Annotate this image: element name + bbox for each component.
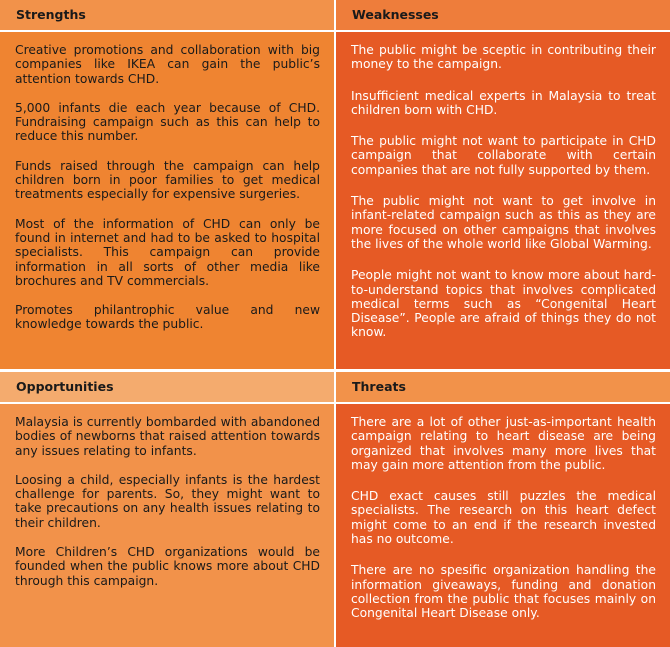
strength-item: 5,000 infants die each year because of CHD. Fundraising campaign such as this can help to reduce this number. bbox=[15, 100, 320, 144]
weaknesses-header: Weaknesses bbox=[336, 0, 670, 30]
threats-cell bbox=[336, 404, 670, 647]
weakness-item: The public might not want to participate in CHD campaign that collaborate with certain companies that are not fully supported by them. bbox=[351, 134, 656, 177]
opportunities-cell bbox=[0, 404, 334, 647]
weaknesses-cell bbox=[336, 32, 670, 369]
weakness-item: Insufficient medical experts in Malaysia to treat children born with CHD. bbox=[351, 88, 656, 117]
weakness-item: The public might be sceptic in contributing their money to the campaign. bbox=[351, 43, 656, 72]
opportunity-item: Malaysia is currently bombarded with abandoned bodies of newborns that raised attention towards any issues relating to infants. bbox=[15, 415, 320, 458]
strength-item: Promotes philantrophic value and new knowledge towards the public. bbox=[15, 303, 320, 332]
strength-item: Creative promotions and collaboration with big companies like IKEA can gain the public’s attention towards CHD. bbox=[15, 43, 320, 86]
threat-item: CHD exact causes still puzzles the medical specialists. The research on this heart defect might come to an end if the research invested has no outcome. bbox=[351, 489, 656, 547]
opportunity-item: Loosing a child, especially infants is the hardest challenge for parents. So, they might want to take precautions on any health issues relating to their children. bbox=[15, 472, 320, 530]
strengths-cell bbox=[0, 32, 334, 369]
threat-item: There are a lot of other just-as-important health campaign relating to heart disease are being organized that involves many more lives that may gain more attention from the public. bbox=[351, 415, 656, 472]
opportunities-header: Opportunities bbox=[0, 372, 334, 402]
threat-item: There are no spesific organization handling the information giveaways, funding and donation collection from the public that focuses mainly on Congenital Heart Disease only. bbox=[351, 563, 656, 621]
weakness-item: People might not want to know more about hard-to-understand topics that involves complicated medical terms such as “Congenital Heart Disease”. People are afraid of things they do not know. bbox=[351, 268, 656, 340]
strength-item: Funds raised through the campaign can help children born in poor families to get medical treatments especially for expensive surgeries. bbox=[15, 158, 320, 202]
weakness-item: The public might not want to get involve in infant-related campaign such as this as they are more focused on other campaigns that involves the lives of the whole world like Global Warming. bbox=[351, 194, 656, 251]
opportunity-item: More Children’s CHD organizations would be founded when the public knows more about CHD through this campaign. bbox=[15, 545, 320, 588]
strengths-header: Strengths bbox=[0, 0, 334, 30]
strength-item: Most of the information of CHD can only be found in internet and had to be asked to hospital specialists. This campaign can provide information in all sorts of other media like brochures and TV commercials. bbox=[15, 216, 320, 288]
threats-header: Threats bbox=[336, 372, 670, 402]
